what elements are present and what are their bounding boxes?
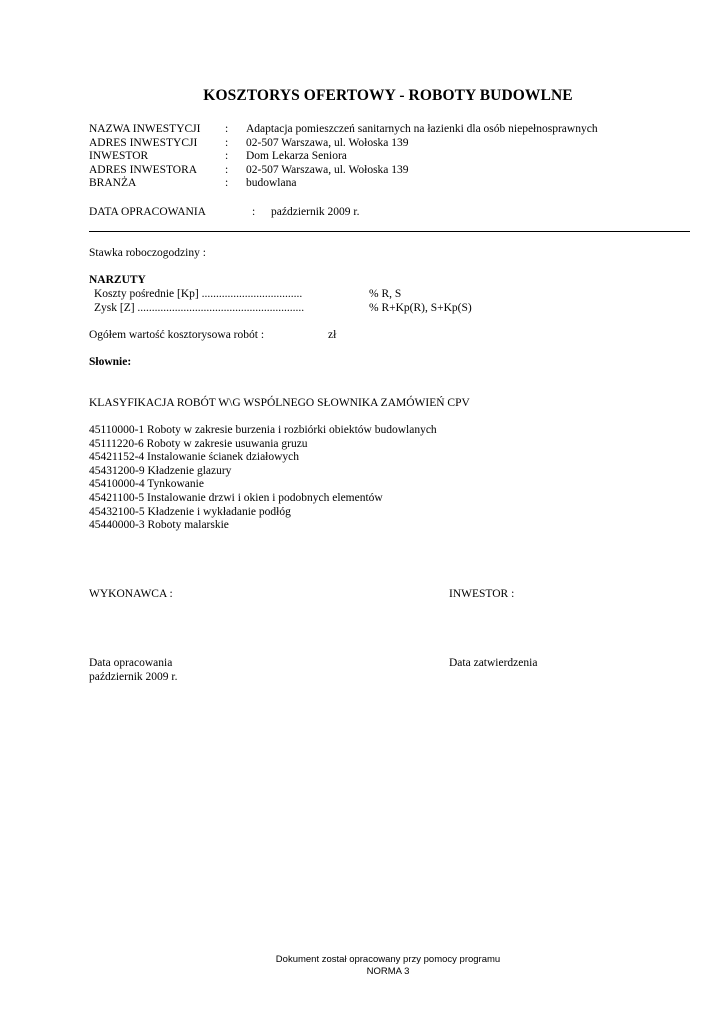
info-value: 02-507 Warszawa, ul. Wołoska 139 <box>246 136 409 149</box>
info-label: INWESTOR <box>89 150 149 163</box>
footer-line: Dokument został opracowany przy pomocy programu <box>275 954 501 965</box>
in-words-label: Słownie: <box>89 356 132 368</box>
preparation-date-caption: Data opracowania <box>89 657 173 669</box>
info-row-investment-name <box>89 123 598 137</box>
cpv-item: 45440000-3 Roboty malarskie <box>89 519 229 532</box>
info-colon: : <box>225 177 229 190</box>
preparation-date-caption-value: październik 2009 r. <box>89 671 178 683</box>
cpv-item: 45421152-4 Instalowanie ścianek działowych <box>89 451 300 464</box>
cpv-item: 45410000-4 Tynkowanie <box>89 478 204 491</box>
document-title: KOSZTORYS OFERTOWY - ROBOTY BUDOWLNE <box>203 87 573 104</box>
total-value-unit: zł <box>328 329 337 341</box>
info-row-investor-address <box>89 164 598 178</box>
surcharges-heading: NARZUTY <box>89 274 146 286</box>
horizontal-divider <box>89 231 690 232</box>
indirect-costs-label: Koszty pośrednie [Kp] ................................... <box>94 288 303 300</box>
info-row-branch <box>89 177 598 191</box>
contractor-signature-label: WYKONAWCA : <box>89 588 173 600</box>
investor-signature-label: INWESTOR : <box>449 588 515 600</box>
info-label: NAZWA INWESTYCJI <box>89 123 201 135</box>
footer <box>0 954 724 977</box>
cpv-item: 45111220-6 Roboty w zakresie usuwania gruzu <box>89 437 308 450</box>
footer-program-name: NORMA 3 <box>366 965 410 977</box>
info-value: Dom Lekarza Seniora <box>246 150 347 163</box>
investment-info-block <box>89 123 598 191</box>
info-row-investment-address <box>89 137 598 151</box>
indirect-costs-value: % R, S <box>369 288 402 300</box>
preparation-date-value: październik 2009 r. <box>271 206 360 218</box>
cpv-heading: KLASYFIKACJA ROBÓT W\G WSPÓLNEGO SŁOWNIKA ZAMÓWIEŃ CPV <box>89 397 470 409</box>
cpv-item: 45110000-1 Roboty w zakresie burzenia i rozbiórki obiektów budowlanych <box>89 424 437 436</box>
info-value: budowlana <box>246 177 297 190</box>
preparation-date-row <box>89 206 359 218</box>
approval-date-caption: Data zatwierdzenia <box>449 657 538 669</box>
info-colon: : <box>225 150 229 163</box>
cpv-item: 45431200-9 Kładzenie glazury <box>89 464 232 477</box>
info-value: Adaptacja pomieszczeń sanitarnych na łazienki dla osób niepełnosprawnych <box>246 123 598 135</box>
total-value-label: Ogółem wartość kosztorysowa robót : <box>89 329 265 341</box>
info-colon: : <box>225 123 229 135</box>
preparation-date-label: DATA OPRACOWANIA <box>89 206 206 218</box>
preparation-date-colon: : <box>252 206 256 218</box>
cpv-item: 45432100-5 Kładzenie i wykładanie podłóg <box>89 505 291 518</box>
profit-label: Zysk [Z] .......................................................... <box>94 302 305 314</box>
profit-value: % R+Kp(R), S+Kp(S) <box>369 302 472 314</box>
info-value: 02-507 Warszawa, ul. Wołoska 139 <box>246 163 409 176</box>
hourly-rate-label: Stawka roboczogodziny : <box>89 247 206 259</box>
info-row-investor <box>89 150 598 164</box>
cpv-item: 45421100-5 Instalowanie drzwi i okien i podobnych elementów <box>89 491 383 504</box>
cpv-list <box>89 424 437 533</box>
info-label: ADRES INWESTORA <box>89 163 198 176</box>
info-label: ADRES INWESTYCJI <box>89 136 198 149</box>
info-label: BRANŻA <box>89 177 137 190</box>
info-colon: : <box>225 163 229 176</box>
info-colon: : <box>225 136 229 149</box>
